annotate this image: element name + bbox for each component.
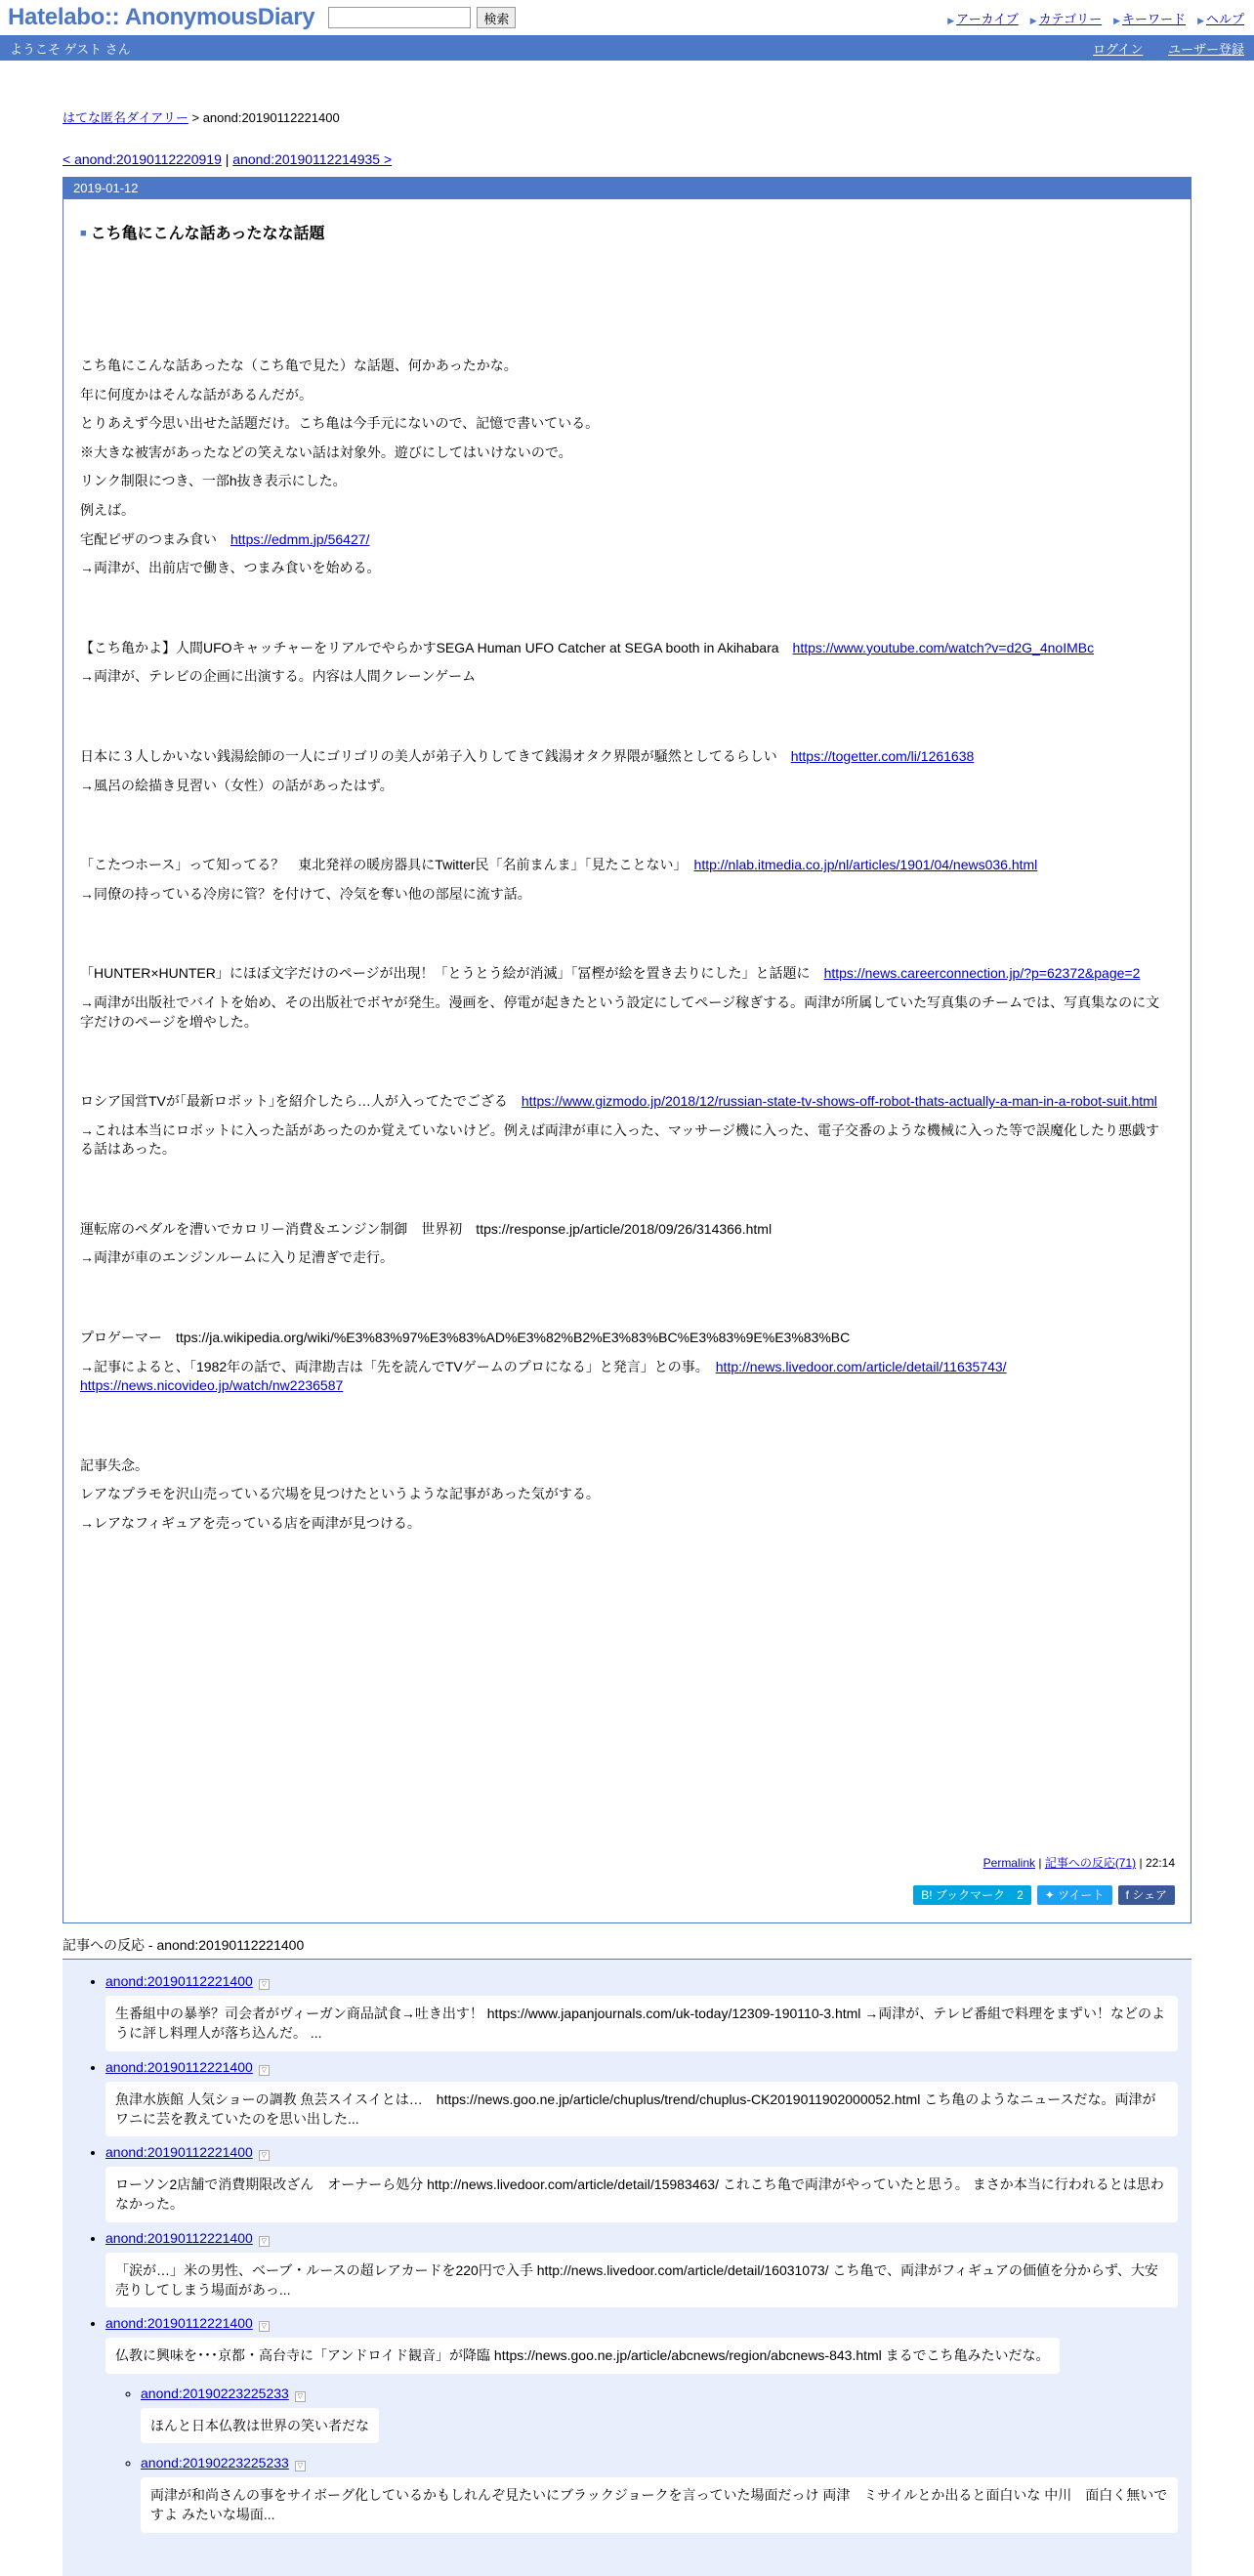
entry-item-line	[80, 1092, 1169, 1112]
reaction-link[interactable]: anond:20190223225233	[141, 2454, 289, 2470]
expand-toggle-icon[interactable]: ▽	[259, 2236, 270, 2247]
entry-title-text: こち亀にこんな話あったなな話題	[90, 226, 325, 242]
entry-item-note-text: →同僚の持っている冷房に管？を付けて、冷気を奪い他の部屋に流す話。	[80, 885, 531, 902]
breadcrumb-separator: >	[191, 110, 200, 125]
reaction-items	[63, 1973, 1178, 2533]
entry-item-line	[80, 1220, 1169, 1240]
search-input[interactable]	[328, 7, 471, 28]
entry-item-line	[80, 639, 1169, 658]
entry-paragraph: ※大きな被害があったなどの笑えない話は対象外。遊びにしてはいけないので。	[80, 443, 572, 460]
entry-paragraph: 年に何度かはそんな話があるんだが。	[80, 386, 313, 402]
reaction-excerpt: ほんと日本仏教は世界の笑い者だな	[141, 2408, 379, 2443]
entry-item-text: 「こたつホース」って知ってる？ 東北発祥の暖房器具にTwitter民「名前まんま」「見たことない」	[80, 857, 694, 873]
entry-date: 2019-01-12	[63, 178, 1191, 199]
entry-item-link[interactable]: https://www.youtube.com/watch?v=d2G_4noIMBc	[792, 639, 1095, 655]
paragraph-gap	[80, 588, 1169, 639]
entry-item-note	[80, 1121, 1169, 1160]
entry-item-note	[80, 777, 1169, 796]
hatena-bookmark-button[interactable]: B! ブックマーク 2	[913, 1885, 1031, 1905]
reactions-heading: 記事への反応 - anond:20190112221400	[63, 1935, 1191, 1960]
paragraph-gap	[80, 1278, 1169, 1329]
expand-toggle-icon[interactable]: ▽	[259, 2321, 270, 2332]
reaction-item	[141, 2386, 1178, 2447]
facebook-share-button[interactable]	[1118, 1885, 1175, 1905]
entry-item-link[interactable]: https://edmm.jp/56427/	[230, 530, 370, 547]
reaction-excerpt: 魚津水族館 人気ショーの調教 魚芸スイスイとは… https://news.goo.ne.jp/article/chuplus/trend/chuplus-CK2019011902000052.html こち亀のようなニュースだな。両津がワニに芸を教えていたのを思い出した...	[105, 2082, 1178, 2137]
permalink-link[interactable]: Permalink	[982, 1856, 1035, 1870]
breadcrumb-current: anond:20190112221400	[202, 110, 340, 125]
entry-body	[80, 357, 1169, 1534]
tweet-label: ツイート	[1058, 1888, 1105, 1902]
tweet-button[interactable]	[1037, 1885, 1112, 1905]
triangle-icon: ▶	[1113, 16, 1121, 25]
next-entry-link[interactable]: anond:20190112214935 >	[232, 151, 393, 167]
entry-item-note-text: →両津が、出前店で働き、つまみ食いを始める。	[80, 560, 381, 576]
expand-toggle-icon[interactable]: ▽	[295, 2391, 306, 2402]
footer-separator: |	[1139, 1856, 1143, 1870]
entry-item-text: プロゲーマー ttps://ja.wikipedia.org/wiki/%E3%83%97%E3%83%AD%E3%82%B2%E3%83%BC%E3%83%9E%E3%83%BC	[80, 1330, 851, 1346]
triangle-icon: ▶	[1197, 16, 1204, 25]
expand-toggle-icon[interactable]: ▽	[259, 2065, 270, 2076]
reactions-count-link[interactable]: 記事への反応(71)	[1044, 1856, 1137, 1870]
entry-item-note	[80, 1248, 1169, 1268]
twitter-bird-icon: ✦	[1044, 1888, 1059, 1902]
paragraph-gap	[80, 913, 1169, 964]
reaction-excerpt: 仏教に興味を･･･京都・高台寺に「アンドロイド観音」が降臨 https://news.goo.ne.jp/article/abcnews/region/abcnews-843.html まるでこち亀みたいだな。	[105, 2338, 1060, 2373]
entry-pager	[63, 151, 1254, 167]
prev-entry-link[interactable]: < anond:20190112220919	[63, 151, 222, 167]
entry-footer	[983, 1854, 1175, 1871]
reaction-excerpt: 両津が和尚さんの事をサイボーグ化しているかもしれんぞ見たいにブラックジョークを言っていた場面だっけ 両津 ミサイルとか出ると面白いな 中川 面白く無いですよ みたいな場面...	[141, 2477, 1178, 2533]
paragraph-gap	[80, 1041, 1169, 1092]
share-label: シェア	[1132, 1888, 1167, 1902]
expand-toggle-icon[interactable]: ▽	[295, 2461, 306, 2471]
breadcrumb-home-link[interactable]: はてな匿名ダイアリー	[63, 110, 188, 125]
entry-item-line	[80, 530, 1169, 550]
expand-toggle-icon[interactable]: ▽	[259, 2150, 270, 2161]
pager-separator: |	[225, 151, 230, 167]
top-bar	[0, 0, 1254, 35]
entry-item-line	[80, 856, 1169, 875]
reaction-item	[105, 2059, 1178, 2137]
footer-separator: |	[1038, 1856, 1042, 1870]
entry-section	[63, 177, 1191, 1923]
entry-item-line	[80, 1329, 1169, 1348]
entry-item-note	[80, 885, 1169, 905]
entry-item-link[interactable]: http://nlab.itmedia.co.jp/nl/articles/1901/04/news036.html	[693, 857, 1038, 873]
expand-toggle-icon[interactable]: ▽	[259, 1979, 270, 1990]
entry-item-note	[80, 1358, 1169, 1396]
entry-paragraph: →レアなフィギュアを売っている店を両津が見つける。	[80, 1515, 421, 1532]
breadcrumb	[63, 107, 1254, 126]
reaction-item	[105, 2315, 1178, 2532]
entry-title	[80, 221, 1191, 243]
facebook-icon: f	[1125, 1888, 1133, 1902]
entry-item-note-text: →風呂の絵描き見習い（女性）の話があったはず。	[80, 777, 394, 793]
paragraph-gap	[80, 1406, 1169, 1457]
entry-paragraph: とりあえず今思い出せた話題だけ。こち亀は今手元にないので、記憶で書いている。	[80, 415, 600, 432]
entry-item-text: 【こち亀かよ】人間UFOキャッチャーをリアルでやらかすSEGA Human UFO Catcher at SEGA booth in Akihabara	[80, 639, 793, 655]
search-button[interactable]: 検索	[477, 7, 516, 28]
reaction-link[interactable]: anond:20190112221400	[105, 2144, 253, 2161]
entry-item-note	[80, 993, 1169, 1032]
reaction-item	[105, 1973, 1178, 2051]
entry-item-note-text: →両津が出版社でバイトを始め、その出版社でボヤが発生。漫画を、停電が起きたという設定にしてページ稼ぎする。両津が所属していた写真集のチームでは、写真集なのに文字だけのページを増やした。	[80, 993, 1160, 1030]
reaction-item	[141, 2455, 1178, 2533]
nav-help-link[interactable]: ヘルプ	[1205, 12, 1244, 26]
top-nav	[947, 9, 1244, 27]
nested-reactions	[105, 2386, 1178, 2533]
reaction-link[interactable]: anond:20190112221400	[105, 2315, 253, 2332]
entry-item-text: 日本に３人しかいない銭湯絵師の一人にゴリゴリの美人が弟子入りしてきて銭湯オタク界隈が騒然としてるらしい	[80, 747, 791, 764]
site-logo[interactable]: Hatelabo:: AnonymousDiary	[8, 4, 315, 30]
reaction-item	[105, 2230, 1178, 2308]
paragraph-gap	[80, 1169, 1169, 1220]
entry-item-text: 運転席のペダルを漕いでカロリー消費＆エンジン制御 世界初 ttps://response.jp/article/2018/09/26/314366.html	[80, 1220, 773, 1237]
reaction-link[interactable]: anond:20190223225233	[141, 2385, 289, 2401]
entry-paragraph: 例えば。	[80, 501, 135, 518]
login-link[interactable]: ログイン	[1093, 41, 1144, 57]
entry-item-note-text: →両津が車のエンジンルームに入り足漕ぎで走行。	[80, 1249, 394, 1266]
paragraph-gap	[80, 697, 1169, 747]
paragraph-gap	[80, 805, 1169, 856]
entry-item-note	[80, 559, 1169, 578]
entry-paragraph: こち亀にこんな話あったな（こち亀で見た）な話題、何かあったかな。	[80, 358, 518, 373]
triangle-icon: ▶	[1029, 16, 1037, 25]
entry-paragraph: レアなプラモを沢山売っている穴場を見つけたというような記事があった気がする。	[80, 1486, 600, 1502]
reaction-item	[105, 2144, 1178, 2222]
register-link[interactable]: ユーザー登録	[1167, 41, 1244, 57]
nav-archive-link[interactable]: アーカイブ	[956, 12, 1019, 26]
entry-item-text: 「HUNTER×HUNTER」にほぼ文字だけのページが出現！「とうとう絵が消滅」「冨樫が絵を置き去りにした」と話題に	[80, 965, 824, 982]
welcome-text: ようこそ ゲスト さん	[10, 41, 131, 57]
triangle-icon: ▶	[947, 16, 955, 25]
user-bar	[0, 35, 1254, 61]
entry-item-note-text: →これは本当にロボットに入った話があったのか覚えていないけど。例えば両津が車に入った、マッサージ機に入った、電子交番のような機械に入った等で誤魔化したり悪戯する話はあった。	[80, 1121, 1160, 1158]
reaction-link[interactable]: anond:20190112221400	[105, 2229, 253, 2246]
entry-time: 22:14	[1145, 1856, 1175, 1870]
reaction-link[interactable]: anond:20190112221400	[105, 1973, 253, 1989]
entry-paragraph: 記事失念。	[80, 1457, 148, 1473]
reaction-excerpt: 生番組中の暴挙？司会者がヴィーガン商品試食→吐き出す！ https://www.japanjournals.com/uk-today/12309-190110-3.html →両津が、テレビ番組で料理をまずい！などのように評し料理人が落ち込んだ。 ...	[105, 1996, 1178, 2051]
entry-item-note-text: →両津が、テレビの企画に出演する。内容は人間クレーンゲーム	[80, 668, 477, 685]
entry-paragraph: リンク制限につき、一部h抜き表示にした。	[80, 473, 347, 489]
nav-category-link[interactable]: カテゴリー	[1038, 12, 1103, 26]
entry-item-note-text: →記事によると、「1982年の話で、両津勘吉は「先を読んでTVゲームのプロになる」と発言」との事。	[80, 1358, 716, 1374]
entry-item-text: ロシア国営TVが｢最新ロボット｣を紹介したら…人が入ってたでござる	[80, 1093, 522, 1110]
reaction-link[interactable]: anond:20190112221400	[105, 2058, 253, 2075]
entry-item-link[interactable]: https://www.gizmodo.jp/2018/12/russian-state-tv-shows-off-robot-thats-actually-a-man-in-a-robot-suit.html	[521, 1093, 1157, 1110]
entry-item-line	[80, 964, 1169, 984]
social-buttons	[913, 1885, 1175, 1905]
reaction-excerpt: ローソン2店舗で消費期限改ざん オーナーら処分 http://news.livedoor.com/article/detail/15983463/ これこち亀で両津がやっていたと思う。 まさか本当に行われるとは思わなかった。	[105, 2167, 1178, 2222]
entry-item-note	[80, 667, 1169, 687]
entry-item-text: 宅配ピザのつまみ食い	[80, 530, 230, 547]
reaction-excerpt: 「涙が…」米の男性、ベーブ・ルースの超レアカードを220円で入手 http://news.livedoor.com/article/detail/16031073/ こち亀で、両津がフィギュアの価値を分からず、大安売りしてしまう場面があっ...	[105, 2253, 1178, 2308]
entry-item-line	[80, 747, 1169, 767]
entry-item-link[interactable]: https://news.careerconnection.jp/?p=62372&page=2	[823, 965, 1141, 982]
reactions-list	[63, 1960, 1191, 2576]
nav-keyword-link[interactable]: キーワード	[1122, 12, 1187, 26]
entry-item-link[interactable]: https://togetter.com/li/1261638	[790, 747, 975, 764]
entry-item-note-link[interactable]: http://news.livedoor.com/article/detail/11635743/ https://news.nicovideo.jp/watch/nw2236587	[80, 1358, 1007, 1394]
square-icon: ■	[80, 228, 87, 239]
